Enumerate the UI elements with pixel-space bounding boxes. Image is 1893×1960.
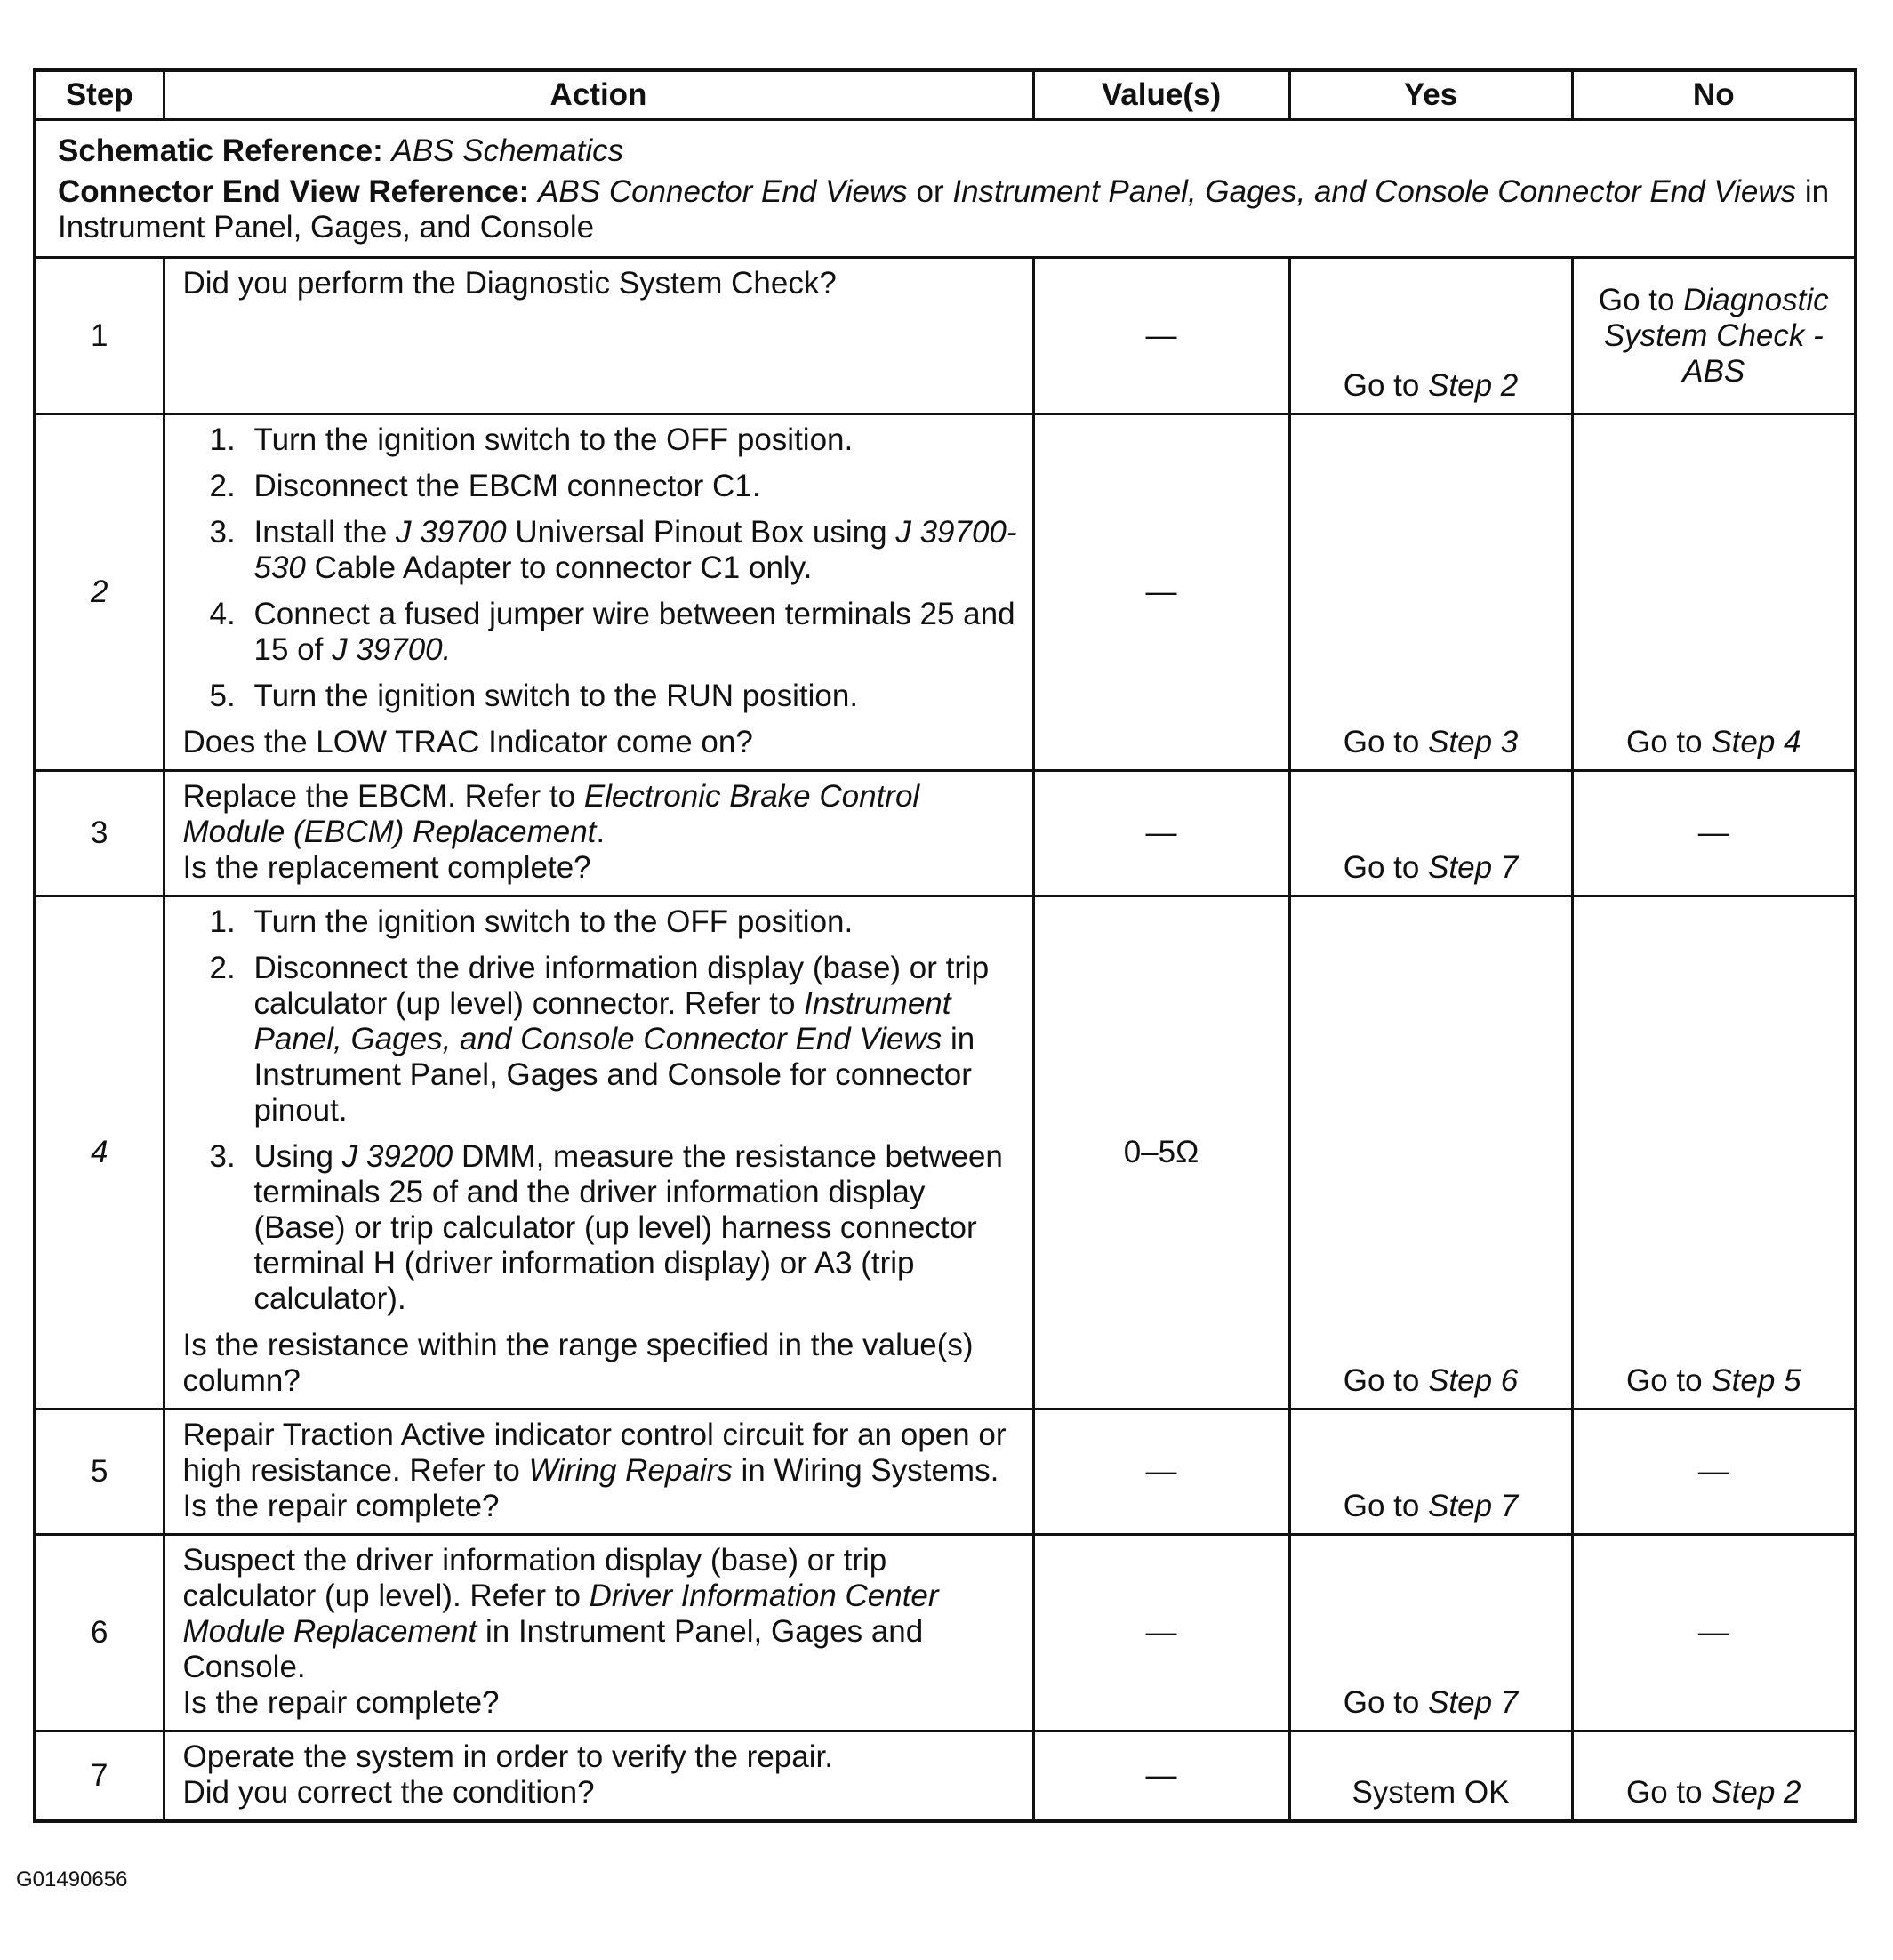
value-cell: — — [1033, 771, 1289, 896]
header-step: Step — [35, 70, 164, 120]
action-cell — [164, 414, 1033, 771]
action-question: Does the LOW TRAC Indicator come on? — [182, 725, 753, 759]
list-item: 4. Connect a fused jumper wire between terminals 25 and 15 of J 39700. — [209, 597, 1015, 667]
action-cell — [164, 1410, 1033, 1535]
value-cell: — — [1033, 1731, 1289, 1822]
step-number: 3 — [35, 771, 164, 896]
action-cell — [164, 896, 1033, 1410]
action-question: Did you perform the Diagnostic System Check? — [182, 266, 837, 301]
reference-row — [35, 120, 1856, 258]
action-text: Suspect the driver information display (base) or trip calculator (up level). Refer to Driver Information Center Module Replacement in Instrument Panel, Gages and Console. — [182, 1543, 939, 1684]
tool-link[interactable]: J 39700. — [332, 632, 452, 667]
list-item: 1. Turn the ignition switch to the OFF position. — [209, 422, 854, 457]
procedure-link[interactable]: Instrument Panel, Gages, and Console Connector End Views — [253, 986, 951, 1056]
action-question: Is the resistance within the range specified in the value(s) column? — [182, 1328, 974, 1398]
step-number: 2 — [35, 414, 164, 771]
figure-id: G01490656 — [16, 1868, 128, 1892]
yes-link[interactable]: Step 6 — [1428, 1363, 1519, 1398]
yes-link[interactable]: Step 7 — [1428, 850, 1519, 885]
action-text: Repair Traction Active indicator control circuit for an open or high resistance. Refer to Wiring Repairs in Wiring Systems. — [182, 1418, 1007, 1488]
header-action: Action — [164, 70, 1033, 120]
list-item: 3. Install the J 39700 Universal Pinout Box using J 39700-530 Cable Adapter to connector C1 only. — [209, 515, 1017, 585]
action-text: Operate the system in order to verify the repair. — [182, 1739, 833, 1774]
action-cell — [164, 1535, 1033, 1731]
list-item: 2. Disconnect the EBCM connector C1. — [209, 469, 761, 503]
connector-reference: Connector End View Reference: ABS Connector End Views or Instrument Panel, Gages, and Console Connector End Views in Instrument Panel, Gages, and Console — [58, 174, 1830, 245]
yes-cell: Go to Step 7 — [1289, 771, 1572, 896]
no-link[interactable]: Step 5 — [1711, 1363, 1801, 1398]
yes-cell: Go to Step 7 — [1289, 1410, 1572, 1535]
action-question: Is the replacement complete? — [182, 850, 591, 885]
header-row — [35, 70, 1856, 120]
step-number: 1 — [35, 258, 164, 414]
yes-link[interactable]: Step 7 — [1428, 1685, 1519, 1720]
no-cell: Go to Step 4 — [1572, 414, 1856, 771]
diagnostic-table — [33, 68, 1857, 1823]
no-cell: Go to Step 2 — [1572, 1731, 1856, 1822]
procedure-link[interactable]: Electronic Brake Control Module (EBCM) Replacement — [182, 779, 920, 849]
action-cell — [164, 258, 1033, 414]
action-question: Is the repair complete? — [182, 1489, 500, 1523]
yes-link[interactable]: Step 3 — [1428, 725, 1519, 759]
no-cell: Go to Step 5 — [1572, 896, 1856, 1410]
header-values: Value(s) — [1033, 70, 1289, 120]
value-cell: — — [1033, 1535, 1289, 1731]
yes-cell: Go to Step 3 — [1289, 414, 1572, 771]
no-link[interactable]: Diagnostic System Check - ABS — [1603, 282, 1829, 389]
procedure-link[interactable]: Wiring Repairs — [528, 1453, 733, 1488]
tool-link[interactable]: J 39700-530 — [253, 515, 1017, 585]
value-cell: — — [1033, 414, 1289, 771]
connector-label: Connector End View Reference: — [58, 174, 530, 209]
action-question: Is the repair complete? — [182, 1685, 500, 1720]
step-number: 6 — [35, 1535, 164, 1731]
no-cell: — — [1572, 771, 1856, 896]
action-text: Replace the EBCM. Refer to Electronic Brake Control Module (EBCM) Replacement. — [182, 779, 920, 849]
yes-cell: Go to Step 2 — [1289, 258, 1572, 414]
yes-cell: Go to Step 6 — [1289, 896, 1572, 1410]
no-cell: — — [1572, 1535, 1856, 1731]
reference-cell — [35, 120, 1856, 258]
tool-link[interactable]: J 39200 — [341, 1139, 453, 1174]
header-yes: Yes — [1289, 70, 1572, 120]
action-steps — [183, 904, 1018, 1317]
action-cell — [164, 1731, 1033, 1822]
schematic-reference — [58, 133, 1833, 169]
value-cell: — — [1033, 258, 1289, 414]
list-item: 3. Using J 39200 DMM, measure the resistance between terminals 25 of and the driver information display (Base) or trip calculator (up level) harness connector terminal H (driver information display) or A3 (trip calculator). — [209, 1139, 1003, 1316]
list-item: 2. Disconnect the drive information display (base) or trip calculator (up level) connector. Refer to Instrument Panel, Gages, and Console Connector End Views in Instrument Panel, Gages and Console for connector pinout. — [209, 951, 990, 1128]
no-link[interactable]: Step 4 — [1711, 725, 1801, 759]
no-cell: — — [1572, 1410, 1856, 1535]
no-cell: Go to Diagnostic System Check - ABS — [1572, 258, 1856, 414]
header-no: No — [1572, 70, 1856, 120]
yes-cell: System OK — [1289, 1731, 1572, 1822]
table-row — [35, 1731, 1856, 1822]
schematic-link[interactable]: ABS Schematics — [391, 133, 624, 168]
list-item: 5. Turn the ignition switch to the RUN position. — [209, 679, 859, 713]
action-cell — [164, 771, 1033, 896]
value-cell: 0–5Ω — [1033, 896, 1289, 1410]
connector-link-ip[interactable]: Instrument Panel, Gages, and Console Connector End Views — [952, 174, 1797, 209]
action-steps — [183, 422, 1018, 714]
table-row — [35, 771, 1856, 896]
connector-link-abs[interactable]: ABS Connector End Views — [538, 174, 908, 209]
table-row — [35, 258, 1856, 414]
action-question: Did you correct the condition? — [182, 1775, 595, 1810]
table-row — [35, 1535, 1856, 1731]
step-number: 4 — [35, 896, 164, 1410]
table-row — [35, 1410, 1856, 1535]
list-item: 1. Turn the ignition switch to the OFF position. — [209, 904, 854, 939]
table-row — [35, 896, 1856, 1410]
no-link[interactable]: Step 2 — [1711, 1775, 1801, 1810]
step-number: 7 — [35, 1731, 164, 1822]
step-number: 5 — [35, 1410, 164, 1535]
procedure-link[interactable]: Driver Information Center Module Replacement — [182, 1578, 939, 1649]
yes-cell: Go to Step 7 — [1289, 1535, 1572, 1731]
table-row — [35, 414, 1856, 771]
yes-link[interactable]: Step 2 — [1428, 368, 1519, 403]
tool-link[interactable]: J 39700 — [396, 515, 507, 550]
yes-link[interactable]: Step 7 — [1428, 1489, 1519, 1523]
schematic-label: Schematic Reference: — [58, 133, 383, 168]
value-cell: — — [1033, 1410, 1289, 1535]
